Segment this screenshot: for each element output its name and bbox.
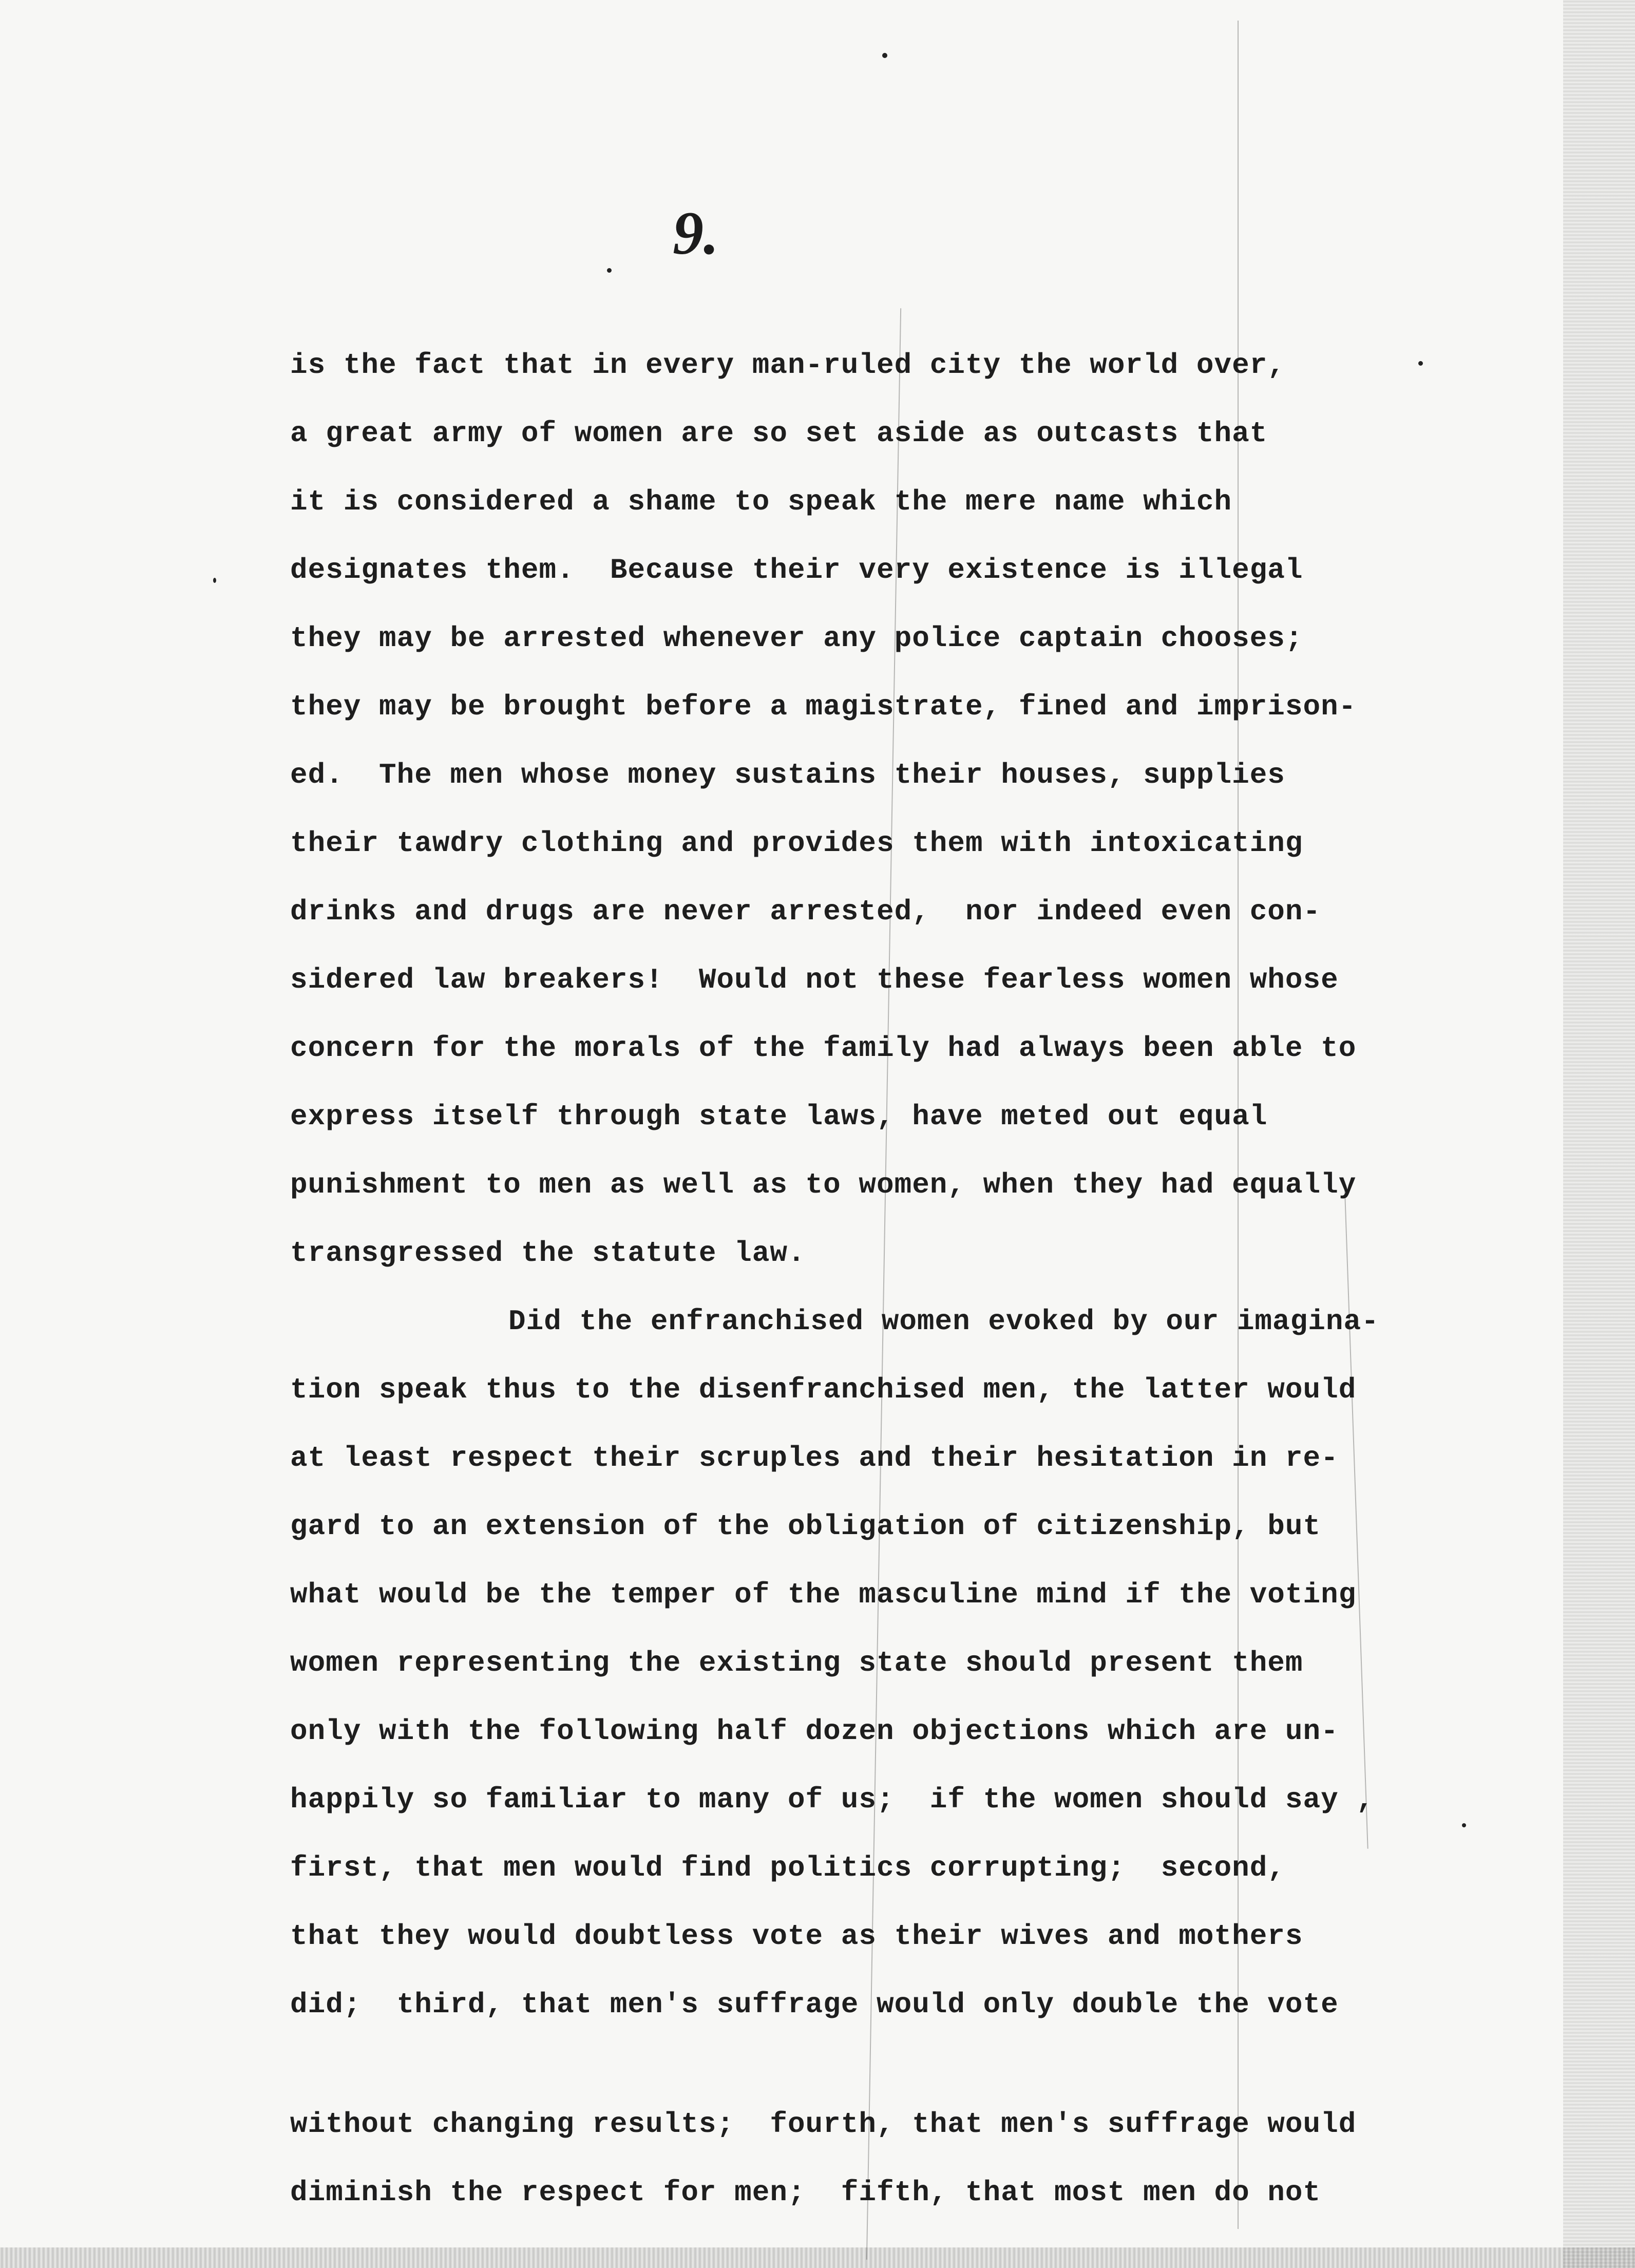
text-line: sidered law breakers! Would not these fearless women whose — [290, 963, 1339, 996]
ink-speck — [882, 53, 887, 58]
text-line: at least respect their scruples and their hesitation in re- — [290, 1442, 1339, 1475]
ink-speck — [607, 268, 612, 273]
text-line: only with the following half dozen objections which are un- — [290, 1715, 1339, 1748]
text-line: what would be the temper of the masculine mind if the voting — [290, 1578, 1357, 1611]
text-line: did; third, that men's suffrage would only double the vote — [290, 1988, 1339, 2021]
text-line: is the fact that in every man-ruled city the world over, — [290, 349, 1285, 382]
text-line: a great army of women are so set aside as outcasts that — [290, 417, 1268, 450]
scan-edge-noise — [1563, 0, 1635, 2268]
text-line: they may be brought before a magistrate, fined and imprison- — [290, 690, 1357, 723]
text-line: women representing the existing state should present them — [290, 1647, 1303, 1679]
text-line: first, that men would find politics corrupting; second, — [290, 1851, 1285, 1884]
text-line: Did the enfranchised women evoked by our imagina- — [508, 1305, 1379, 1338]
text-line: designates them. Because their very existence is illegal — [290, 554, 1303, 587]
typed-text-block — [290, 331, 1502, 2227]
text-line: ed. The men whose money sustains their houses, supplies — [290, 759, 1285, 791]
ink-speck — [213, 578, 216, 583]
text-line: express itself through state laws, have meted out equal — [290, 1100, 1268, 1133]
text-line: that they would doubtless vote as their wives and mothers — [290, 1920, 1303, 1953]
text-line: without changing results; fourth, that men's suffrage would — [290, 2108, 1357, 2141]
text-line: drinks and drugs are never arrested, nor indeed even con- — [290, 895, 1321, 928]
text-line: happily so familiar to many of us; if the women should say , — [290, 1783, 1374, 1816]
text-line: their tawdry clothing and provides them with intoxicating — [290, 827, 1303, 860]
text-line: they may be arrested whenever any police captain chooses; — [290, 622, 1303, 655]
page-number: 9. — [673, 199, 719, 267]
text-line: transgressed the statute law. — [290, 1237, 806, 1270]
text-line: punishment to men as well as to women, when they had equally — [290, 1168, 1357, 1201]
scan-bottom-noise — [0, 2247, 1635, 2268]
text-line: gard to an extension of the obligation of citizenship, but — [290, 1510, 1321, 1543]
text-line: tion speak thus to the disenfranchised men, the latter would — [290, 1373, 1357, 1406]
text-line: diminish the respect for men; fifth, that most men do not — [290, 2176, 1321, 2209]
text-line: concern for the morals of the family had always been able to — [290, 1032, 1357, 1065]
text-line: it is considered a shame to speak the mere name which — [290, 485, 1232, 518]
